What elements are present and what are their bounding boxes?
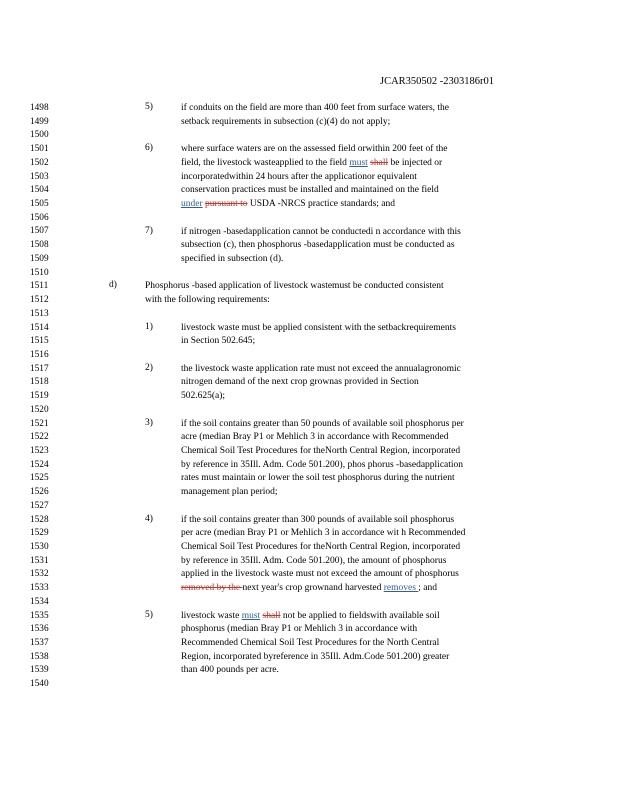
text-segment: if the soil contains greater than 300 pounds of available soil phosphorus bbox=[181, 514, 455, 525]
text-line bbox=[181, 664, 449, 678]
text-line bbox=[181, 390, 461, 404]
item-marker-d5: 5) bbox=[145, 609, 153, 620]
item-marker-c6: 6) bbox=[145, 143, 153, 154]
inserted-text: removes bbox=[383, 583, 419, 594]
paragraph-d3 bbox=[181, 418, 464, 500]
item-marker-d4: 4) bbox=[145, 513, 153, 524]
line-number: 1510 bbox=[30, 267, 49, 278]
line-number: 1524 bbox=[30, 459, 49, 470]
text-segment: Chemical Soil Test Procedures for theNorth Central Region, incorporated bbox=[181, 542, 461, 553]
text-line bbox=[181, 582, 465, 596]
inserted-text: must bbox=[241, 610, 261, 621]
item-marker-c7: 7) bbox=[145, 225, 153, 236]
text-segment: than 400 pounds per acre. bbox=[181, 665, 279, 676]
line-number: 1506 bbox=[30, 212, 49, 223]
text-line bbox=[181, 527, 465, 541]
item-marker-c5: 5) bbox=[145, 102, 153, 112]
text-segment: specified in subsection (d). bbox=[181, 253, 284, 264]
text-line bbox=[181, 459, 464, 473]
paragraph-c5 bbox=[181, 102, 449, 129]
text-line bbox=[181, 568, 465, 582]
text-segment: acre (median Bray P1 or Mehlich 3 in accordance with Recommended bbox=[181, 432, 449, 443]
line-number: 1508 bbox=[30, 240, 49, 251]
text-segment: with the following requirements: bbox=[145, 295, 270, 306]
text-line bbox=[181, 239, 461, 253]
text-segment: where surface waters are on the assessed field orwithin 200 feet of the bbox=[181, 144, 448, 155]
text-segment: the livestock waste application rate must not exceed the annualagronomic bbox=[181, 363, 461, 374]
deleted-text: shall bbox=[370, 157, 389, 168]
line-number: 1536 bbox=[30, 624, 49, 635]
text-line bbox=[181, 184, 447, 198]
text-line bbox=[181, 376, 461, 390]
text-segment: field, the livestock wasteapplied to the field bbox=[181, 157, 350, 168]
text-line bbox=[181, 198, 447, 212]
line-number: 1499 bbox=[30, 116, 49, 127]
line-number: 1502 bbox=[30, 157, 49, 168]
text-segment: nitrogen demand of the next crop grownas provided in Section bbox=[181, 377, 419, 388]
text-segment: Chemical Soil Test Procedures for theNorth Central Region, incorporated bbox=[181, 446, 461, 457]
line-number: 1540 bbox=[30, 679, 49, 690]
line-number: 1530 bbox=[30, 542, 49, 552]
text-segment: setback requirements in subsection (c)(4) do not apply; bbox=[181, 116, 391, 127]
deleted-text: pursuant to bbox=[205, 199, 248, 210]
text-line bbox=[181, 116, 449, 130]
paragraph-d4 bbox=[181, 514, 465, 596]
line-number: 1520 bbox=[30, 404, 49, 415]
text-segment: if the soil contains greater than 50 pounds of available soil phosphorus per bbox=[181, 418, 464, 429]
text-line bbox=[181, 445, 464, 459]
paragraph-d5 bbox=[181, 610, 449, 679]
text-line bbox=[145, 294, 444, 308]
item-marker-d3: 3) bbox=[145, 417, 153, 428]
deleted-text: shall bbox=[262, 610, 281, 621]
line-number: 1535 bbox=[30, 610, 49, 621]
text-line bbox=[181, 253, 461, 267]
item-marker-d2: 2) bbox=[145, 362, 153, 373]
item-marker-d1: 1) bbox=[145, 321, 153, 332]
text-segment: rates must maintain or lower the soil test phosphorus during the nutrient bbox=[181, 473, 455, 484]
text-line bbox=[181, 322, 456, 336]
text-segment: in Section 502.645; bbox=[181, 336, 256, 347]
text-line bbox=[181, 472, 464, 486]
text-segment: livestock waste must be applied consistent with the setbackrequirements bbox=[181, 322, 456, 333]
line-number: 1509 bbox=[30, 253, 49, 264]
line-number: 1507 bbox=[30, 226, 49, 237]
text-line bbox=[181, 157, 447, 171]
document-header: JCAR350502 -2303186r01 bbox=[380, 76, 495, 87]
text-segment: phosphorus (median Bray P1 or Mehlich 3 in accordance with bbox=[181, 624, 418, 635]
text-segment: by reference in 35Ill. Adm. Code 501.200), the amount of phosphorus bbox=[181, 555, 447, 566]
paragraph-c6 bbox=[181, 143, 447, 212]
line-number: 1516 bbox=[30, 349, 49, 360]
text-segment: not be applied to fieldswith available soil bbox=[280, 610, 440, 621]
text-segment: by reference in 35Ill. Adm. Code 501.200), phos phorus -basedapplication bbox=[181, 459, 464, 470]
line-number: 1531 bbox=[30, 555, 49, 566]
text-segment: subsection (c), then phosphorus -basedapplication must be conducted as bbox=[181, 240, 455, 251]
line-number: 1501 bbox=[30, 144, 49, 155]
line-number-column bbox=[30, 102, 49, 692]
text-line bbox=[181, 102, 449, 116]
text-line bbox=[145, 280, 444, 294]
line-number: 1532 bbox=[30, 569, 49, 580]
text-segment: conservation practices must be installed and maintained on the field bbox=[181, 185, 439, 196]
line-number: 1498 bbox=[30, 103, 49, 113]
text-line bbox=[181, 418, 464, 432]
paragraph-d2 bbox=[181, 363, 461, 404]
deleted-text: removed by the bbox=[181, 583, 243, 594]
text-line bbox=[181, 637, 449, 651]
text-line bbox=[181, 226, 461, 240]
text-line bbox=[181, 335, 456, 349]
text-line bbox=[181, 541, 465, 555]
text-line bbox=[181, 610, 449, 624]
inserted-text: under bbox=[181, 199, 203, 210]
line-number: 1521 bbox=[30, 418, 49, 429]
text-segment: 502.625(a); bbox=[181, 391, 226, 402]
line-number: 1518 bbox=[30, 377, 49, 388]
text-segment: applied in the livestock waste must not exceed the amount of phosphorus bbox=[181, 569, 459, 580]
line-number: 1528 bbox=[30, 514, 49, 525]
text-line bbox=[181, 651, 449, 665]
text-segment: Recommended Chemical Soil Test Procedures for the North Central bbox=[181, 638, 440, 649]
line-number: 1519 bbox=[30, 391, 49, 402]
line-number: 1504 bbox=[30, 185, 49, 196]
item-marker-d: d) bbox=[109, 280, 117, 291]
line-number: 1533 bbox=[30, 583, 49, 594]
line-number: 1500 bbox=[30, 130, 49, 141]
line-number: 1512 bbox=[30, 295, 49, 306]
line-number: 1503 bbox=[30, 171, 49, 182]
line-number: 1505 bbox=[30, 199, 49, 210]
text-segment: if nitrogen -basedapplication cannot be conductedi n accordance with this bbox=[181, 226, 461, 237]
text-line bbox=[181, 171, 447, 185]
line-number: 1538 bbox=[30, 651, 49, 662]
text-segment: USDA -NRCS practice standards; and bbox=[247, 199, 395, 210]
paragraph-d1 bbox=[181, 322, 456, 349]
text-line bbox=[181, 486, 464, 500]
inserted-text: must bbox=[349, 157, 368, 168]
line-number: 1522 bbox=[30, 432, 49, 443]
text-segment: per acre (median Bray P1 or Mehlich 3 in accordance wit h Recommended bbox=[181, 528, 466, 539]
line-number: 1537 bbox=[30, 638, 49, 649]
line-number: 1517 bbox=[30, 363, 49, 374]
line-number: 1515 bbox=[30, 336, 49, 347]
line-number: 1511 bbox=[30, 281, 49, 292]
text-segment: livestock waste bbox=[181, 610, 242, 621]
paragraph-c7 bbox=[181, 226, 461, 267]
text-line bbox=[181, 514, 465, 528]
line-number: 1513 bbox=[30, 308, 49, 319]
text-line bbox=[181, 623, 449, 637]
line-number: 1539 bbox=[30, 665, 49, 676]
line-number: 1526 bbox=[30, 487, 49, 498]
text-segment: ; and bbox=[418, 583, 438, 594]
text-segment: Phosphorus -based application of livestock wastemust be conducted consistent bbox=[145, 281, 444, 292]
text-segment: be injected or bbox=[388, 157, 443, 168]
line-number: 1523 bbox=[30, 445, 49, 456]
text-line bbox=[181, 363, 461, 377]
line-number: 1529 bbox=[30, 528, 49, 539]
text-segment: Region, incorporated byreference in 35Ill. Adm.Code 501.200) greater bbox=[181, 651, 450, 662]
line-number: 1534 bbox=[30, 596, 49, 607]
text-line bbox=[181, 431, 464, 445]
line-number: 1525 bbox=[30, 473, 49, 484]
text-segment: incorporatedwithin 24 hours after the applicationor equivalent bbox=[181, 171, 417, 182]
text-segment: if conduits on the field are more than 400 feet from surface waters, the bbox=[181, 103, 450, 113]
text-line bbox=[181, 555, 465, 569]
paragraph-d bbox=[145, 280, 444, 307]
text-segment: next year's crop grownand harvested bbox=[242, 583, 384, 594]
line-number: 1514 bbox=[30, 322, 49, 333]
text-line bbox=[181, 143, 447, 157]
line-number: 1527 bbox=[30, 500, 49, 511]
text-segment: management plan period; bbox=[181, 487, 278, 498]
